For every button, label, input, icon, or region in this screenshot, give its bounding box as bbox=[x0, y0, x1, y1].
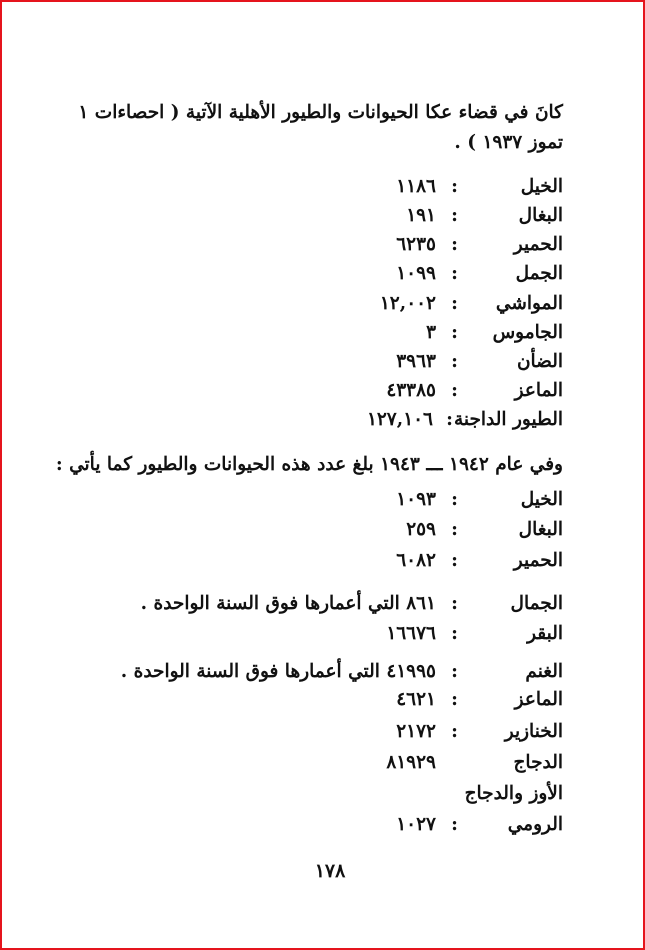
separator: : bbox=[451, 721, 458, 742]
separator: : bbox=[451, 623, 458, 644]
animal-count: ٤١٩٩٥ التي أعمارها فوق السنة الواحدة . bbox=[120, 661, 436, 682]
animal-name: الجاموس bbox=[492, 322, 563, 343]
animal-count: ٣ bbox=[426, 322, 436, 343]
separator: : bbox=[451, 322, 458, 343]
census-1937-row bbox=[95, 204, 563, 228]
animal-count: ٦٢٣٥ bbox=[396, 234, 436, 255]
animal-name: الغنم bbox=[525, 661, 563, 682]
animal-count: ١١٨٦ bbox=[396, 176, 436, 197]
census-1937-row bbox=[95, 233, 563, 257]
animal-count: ١٢,٠٠٢ bbox=[379, 293, 436, 314]
animal-name: الأوز والدجاج bbox=[464, 783, 563, 804]
separator: : bbox=[451, 176, 458, 197]
animal-count: ١٠٩٣ bbox=[396, 489, 436, 510]
animal-count: ٢٥٩ bbox=[406, 519, 436, 540]
animal-count: ٣٩٦٣ bbox=[396, 351, 436, 372]
census-1943-row bbox=[95, 592, 563, 616]
animal-name: الرومي bbox=[507, 814, 563, 835]
animal-count: ٨١٩٢٩ bbox=[386, 752, 436, 773]
separator: : bbox=[451, 519, 458, 540]
separator: : bbox=[446, 409, 453, 430]
census-1943-row bbox=[95, 720, 563, 744]
intro-1942-1943: وفي عام ١٩٤٢ ـــ ١٩٤٣ بلغ عدد هذه الحيوانات والطيور كما يأتي : bbox=[55, 454, 563, 475]
intro-line-2: تموز ١٩٣٧ ) . bbox=[454, 132, 563, 153]
animal-name: الخنازير bbox=[504, 721, 563, 742]
animal-name: الحمير bbox=[513, 550, 563, 571]
separator: : bbox=[451, 234, 458, 255]
census-1943-row bbox=[95, 751, 563, 775]
animal-count: ٦٠٨٢ bbox=[396, 550, 436, 571]
animal-name: الجمل bbox=[515, 263, 563, 284]
animal-name: الحمير bbox=[513, 234, 563, 255]
census-1937-row bbox=[95, 292, 563, 316]
animal-name: الدجاج bbox=[513, 752, 563, 773]
animal-name: الماعز bbox=[514, 380, 563, 401]
animal-count: ١٠٢٧ bbox=[396, 814, 436, 835]
census-1937-row bbox=[95, 175, 563, 199]
separator: : bbox=[451, 293, 458, 314]
separator: : bbox=[451, 263, 458, 284]
census-1943-row bbox=[95, 488, 563, 512]
census-1943-row bbox=[95, 813, 563, 837]
census-1943-row bbox=[95, 518, 563, 542]
census-1937-row bbox=[95, 321, 563, 345]
animal-name: الخيل bbox=[520, 176, 563, 197]
separator: : bbox=[451, 550, 458, 571]
census-1937-row bbox=[95, 350, 563, 374]
animal-count: ٤٣٣٨٥ bbox=[386, 380, 436, 401]
census-1943-row bbox=[95, 622, 563, 646]
animal-count: ١٠٩٩ bbox=[396, 263, 436, 284]
census-1937-row bbox=[95, 408, 563, 432]
animal-count: ٨٦١ التي أعمارها فوق السنة الواحدة . bbox=[140, 593, 436, 614]
animal-count: ٢١٧٢ bbox=[396, 721, 436, 742]
separator: : bbox=[451, 661, 458, 682]
animal-name: المواشي bbox=[495, 293, 563, 314]
separator: : bbox=[451, 489, 458, 510]
census-1937-row bbox=[95, 262, 563, 286]
separator: : bbox=[451, 689, 458, 710]
separator: : bbox=[451, 205, 458, 226]
animal-name: الطيور الداجنة bbox=[453, 409, 563, 430]
animal-name: البقر bbox=[527, 623, 563, 644]
animal-count: ٤٦٢١ bbox=[396, 689, 436, 710]
geese-turkey-header bbox=[95, 782, 563, 806]
census-1943-row bbox=[95, 688, 563, 712]
separator: : bbox=[451, 814, 458, 835]
census-1937-row bbox=[95, 379, 563, 403]
animal-name: البغال bbox=[518, 519, 563, 540]
animal-name: البغال bbox=[518, 205, 563, 226]
animal-name: الماعز bbox=[514, 689, 563, 710]
separator: : bbox=[451, 351, 458, 372]
animal-name: الخيل bbox=[520, 489, 563, 510]
census-1943-row bbox=[95, 660, 563, 684]
intro-line-1: كانَ في قضاء عكا الحيوانات والطيور الأهلية الآتية ( احصاءات ١ bbox=[78, 102, 563, 123]
census-1943-row bbox=[95, 549, 563, 573]
animal-name: الضأن bbox=[516, 351, 563, 372]
separator: : bbox=[451, 593, 458, 614]
animal-count: ١٩١ bbox=[406, 205, 436, 226]
document-body bbox=[55, 0, 563, 950]
animal-name: الجمال bbox=[510, 593, 563, 614]
animal-count: ١٦٦٧٦ bbox=[386, 623, 436, 644]
animal-count: ١٢٧,١٠٦ bbox=[366, 409, 433, 430]
separator: : bbox=[451, 380, 458, 401]
page-number: ١٧٨ bbox=[314, 860, 346, 882]
